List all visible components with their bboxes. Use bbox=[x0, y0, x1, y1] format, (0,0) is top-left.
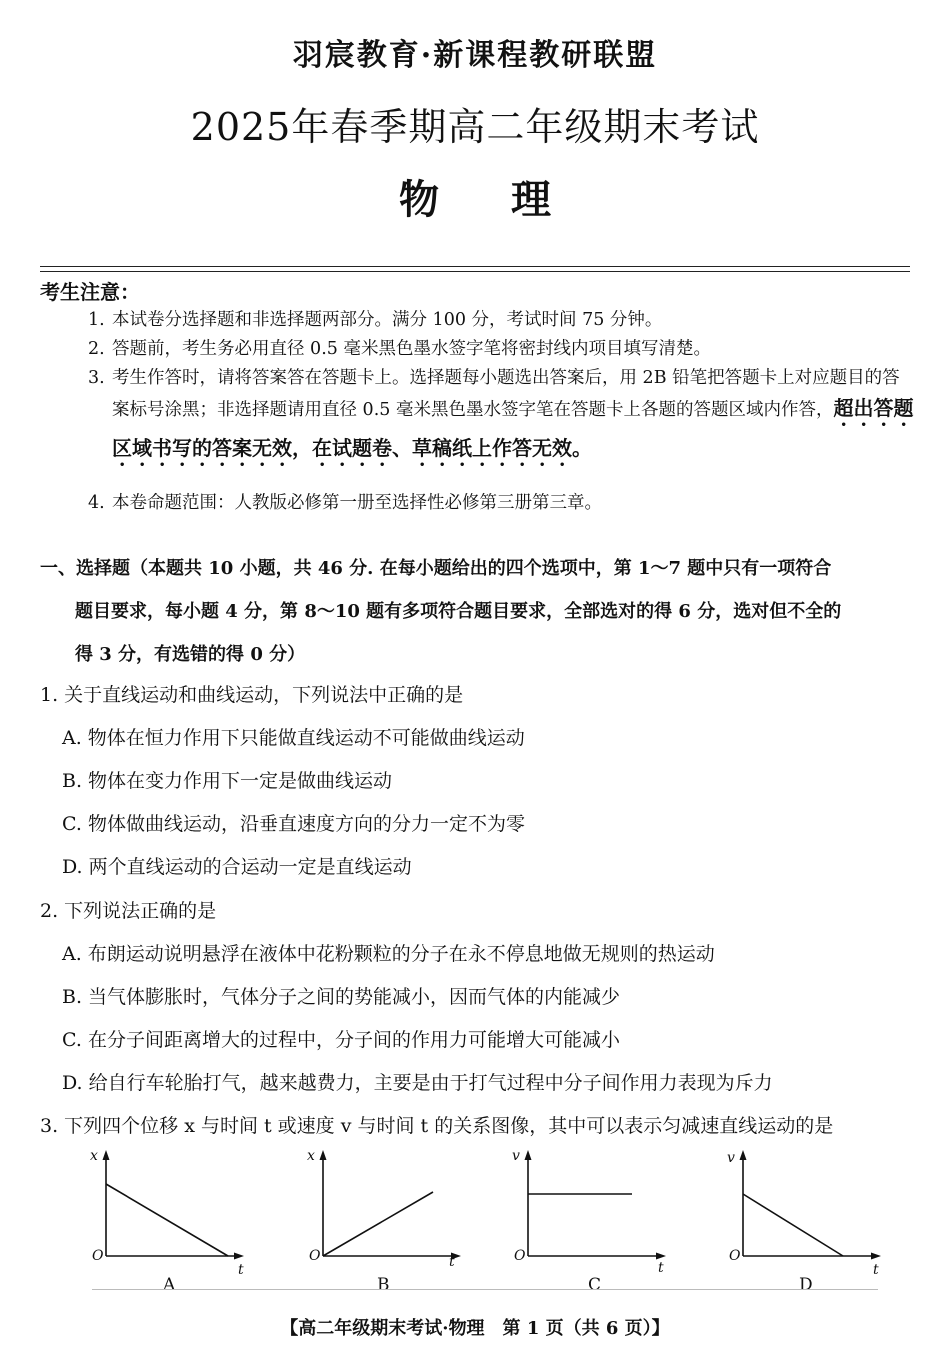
graph-c-svg bbox=[510, 1148, 680, 1293]
notice-item-number: 4. bbox=[88, 493, 105, 513]
subject-title: 物理 bbox=[399, 176, 623, 223]
graph-d-svg bbox=[725, 1148, 895, 1293]
graph-a bbox=[88, 1148, 258, 1293]
x-axis-arrow bbox=[656, 1253, 666, 1260]
y-axis-label: v bbox=[512, 1148, 520, 1164]
graph-b bbox=[305, 1148, 475, 1293]
question-option: B. 当气体膨胀时，气体分子之间的势能减小，因而气体的内能减少 bbox=[62, 986, 621, 1008]
y-axis-arrow bbox=[740, 1150, 747, 1160]
x-axis-label: t bbox=[658, 1260, 664, 1276]
header-divider bbox=[40, 271, 910, 272]
notice-item-text: 考生作答时，请将答案答在答题卡上。选择题每小题选出答案后，用 2B 铅笔把答题卡上对应题目的答案标号涂黑；非选择题请用直径 0.5 毫米黑色墨水签字笔在答题卡上各题的答题区域内作答， bbox=[112, 368, 900, 420]
notice-item-text: 本卷命题范围：人教版必修第一册至选择性必修第三册第三章。 bbox=[112, 493, 602, 513]
notice-item bbox=[88, 365, 914, 471]
notice-item bbox=[88, 336, 914, 362]
graph-line bbox=[743, 1194, 843, 1256]
figure-bottom-rule bbox=[92, 1289, 878, 1290]
graph-line bbox=[106, 1184, 228, 1256]
notice-emphasis-text: 超出答题区域书写的答案无效，在试题卷、草稿纸上作答无效。 bbox=[112, 396, 914, 460]
graph-a-svg bbox=[88, 1148, 258, 1293]
section-title: 一、选择题（本题共 10 小题，共 46 分. 在每小题给出的四个选项中，第 1～7 题中只有一项符合 bbox=[40, 558, 832, 579]
question-option: B. 物体在变力作用下一定是做曲线运动 bbox=[62, 770, 393, 792]
section-heading bbox=[40, 547, 915, 676]
x-axis-label: t bbox=[449, 1254, 455, 1270]
organization-name: 羽宸教育·新课程教研联盟 bbox=[292, 38, 658, 73]
origin-label: O bbox=[514, 1248, 526, 1264]
question-option: A. 物体在恒力作用下只能做直线运动不可能做曲线运动 bbox=[62, 727, 525, 749]
question-option: D. 两个直线运动的合运动一定是直线运动 bbox=[62, 856, 412, 878]
y-axis-arrow bbox=[525, 1150, 532, 1160]
section-instructions: 题目要求，每小题 4 分，第 8～10 题有多项符合题目要求，全部选对的得 6 分，选对但不全的 bbox=[75, 601, 842, 622]
notice-item-number: 2. bbox=[88, 339, 105, 359]
graph-c bbox=[510, 1148, 680, 1293]
question-option: A. 布朗运动说明悬浮在液体中花粉颗粒的分子在永不停息地做无规则的热运动 bbox=[62, 943, 715, 965]
page-footer: 【高二年级期末考试·物理 第 1 页（共 6 页）】 bbox=[280, 1318, 670, 1339]
x-axis-arrow bbox=[871, 1253, 881, 1260]
question-option: C. 在分子间距离增大的过程中，分子间的作用力可能增大可能减小 bbox=[62, 1029, 620, 1051]
question-stem: 2. 下列说法正确的是 bbox=[40, 900, 217, 922]
notice-heading: 考生注意： bbox=[40, 280, 140, 304]
graph-line bbox=[323, 1192, 433, 1256]
x-axis-arrow bbox=[234, 1253, 244, 1260]
question-option: C. 物体做曲线运动，沿垂直速度方向的分力一定不为零 bbox=[62, 813, 525, 835]
graph-caption: C bbox=[588, 1275, 602, 1295]
exam-title: 2025年春季期高二年级期末考试 bbox=[190, 105, 760, 149]
question-stem: 1. 关于直线运动和曲线运动，下列说法中正确的是 bbox=[40, 684, 464, 706]
x-axis-label: t bbox=[873, 1262, 879, 1278]
graph-b-svg bbox=[305, 1148, 475, 1293]
notice-item-text: 答题前，考生务必用直径 0.5 毫米黑色墨水签字笔将密封线内项目填写清楚。 bbox=[112, 339, 711, 359]
y-axis-label: x bbox=[307, 1148, 315, 1164]
graph-caption: D bbox=[799, 1275, 813, 1295]
y-axis-arrow bbox=[320, 1150, 327, 1160]
notice-item bbox=[88, 307, 914, 333]
graph-d bbox=[725, 1148, 895, 1293]
y-axis-arrow bbox=[103, 1150, 110, 1160]
origin-label: O bbox=[729, 1248, 741, 1264]
origin-label: O bbox=[92, 1248, 104, 1264]
notice-item-number: 1. bbox=[88, 310, 105, 330]
header-divider bbox=[40, 266, 910, 267]
question-option: D. 给自行车轮胎打气，越来越费力，主要是由于打气过程中分子间作用力表现为斥力 bbox=[62, 1072, 773, 1094]
notice-item bbox=[88, 490, 914, 516]
graph-caption: A bbox=[163, 1275, 176, 1295]
x-axis-label: t bbox=[238, 1262, 244, 1278]
y-axis-label: x bbox=[90, 1148, 98, 1164]
section-instructions: 得 3 分，有选错的得 0 分） bbox=[75, 644, 306, 665]
question-stem: 3. 下列四个位移 x 与时间 t 或速度 v 与时间 t 的关系图像，其中可以表示匀减速直线运动的是 bbox=[40, 1115, 834, 1137]
graph-caption: B bbox=[377, 1275, 390, 1295]
notice-item-number: 3. bbox=[88, 368, 105, 388]
notice-item-text: 本试卷分选择题和非选择题两部分。满分 100 分，考试时间 75 分钟。 bbox=[112, 310, 663, 330]
origin-label: O bbox=[309, 1248, 321, 1264]
y-axis-label: v bbox=[727, 1150, 735, 1166]
